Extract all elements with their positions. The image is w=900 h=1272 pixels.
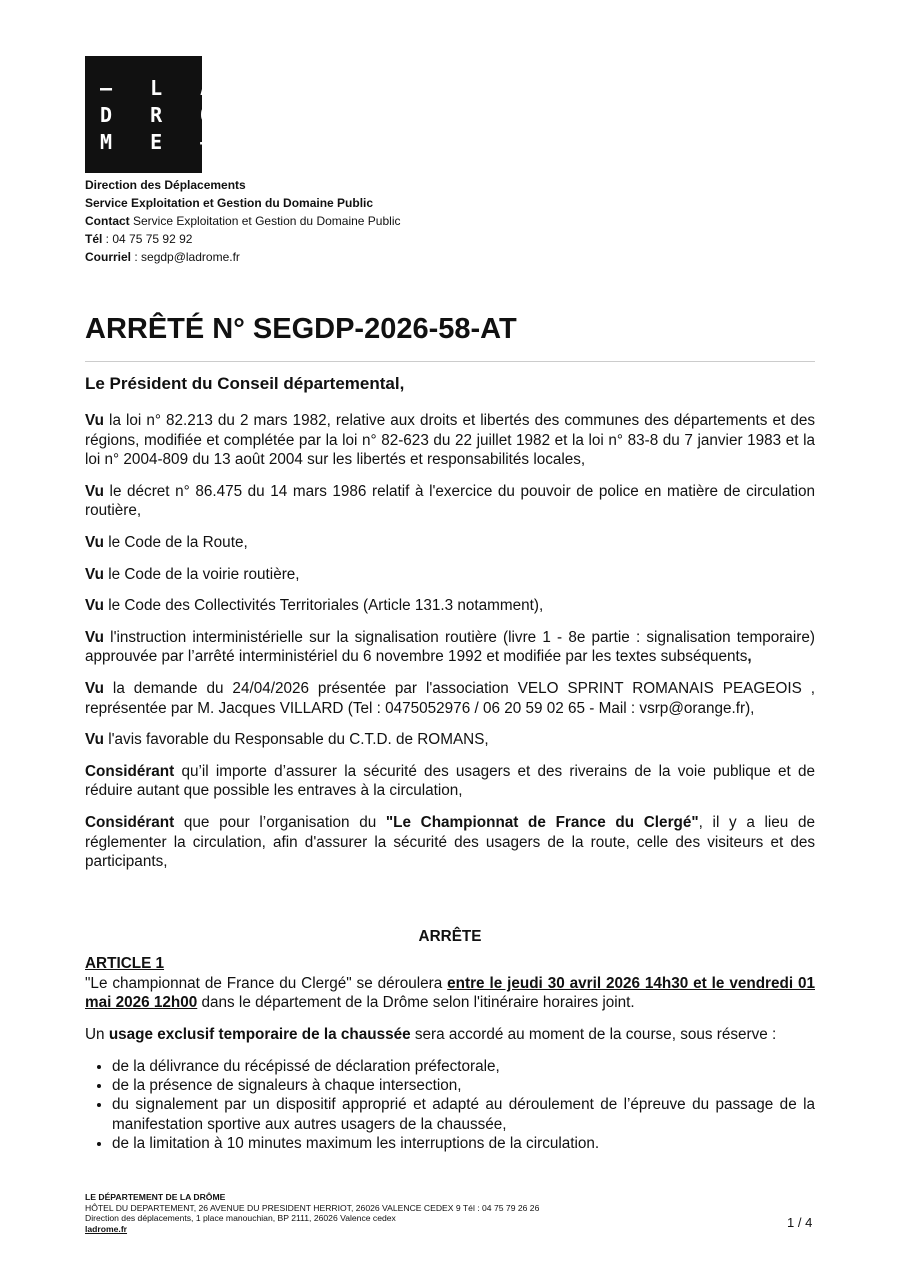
- considerant-label: Considérant: [85, 814, 175, 832]
- vu-text: le décret n° 86.475 du 14 mars 1986 relatif à l'exercice du pouvoir de police en matière de circulation routière,: [85, 482, 815, 519]
- considerant-label: Considérant: [85, 763, 175, 781]
- decree-title: ARRÊTÉ N° SEGDP-2026-58-AT: [85, 313, 517, 345]
- vu-paragraph-5: [85, 596, 815, 615]
- title-divider: [85, 361, 815, 362]
- footer-direction-address: Direction des déplacements, 1 place manouchian, BP 2111, 26026 Valence cedex: [85, 1213, 396, 1223]
- article-text: "Le championnat de France du Clergé" se déroulera: [85, 974, 448, 992]
- list-item: • de la délivrance du récépissé de déclaration préfectorale,: [112, 1057, 815, 1076]
- considerant-paragraph-1: [85, 762, 815, 801]
- article-text: dans le département de la Drôme selon l'itinéraire horaires joint.: [197, 994, 635, 1012]
- logo-line-3: M E –: [100, 130, 226, 154]
- vu-text: le Code de la Route,: [103, 533, 248, 551]
- direction-name: Direction des Déplacements: [85, 178, 246, 192]
- president-heading: Le Président du Conseil départemental,: [85, 374, 405, 393]
- vu-text: l'avis favorable du Responsable du C.T.D. de ROMANS,: [103, 731, 489, 749]
- logo-line-2: D R O: [100, 103, 226, 127]
- contact-label: Contact: [85, 214, 130, 228]
- vu-label: Vu: [85, 412, 104, 430]
- list-item: • de la présence de signaleurs à chaque intersection,: [112, 1076, 815, 1095]
- logo-line-1: – L A: [100, 76, 226, 100]
- decree-body: [85, 374, 815, 1153]
- page-footer: [85, 1192, 539, 1234]
- vu-label: Vu: [85, 533, 104, 551]
- article-text: Un: [85, 1025, 109, 1043]
- article-1-paragraph-2: [85, 1025, 815, 1044]
- contact-value: Service Exploitation et Gestion du Domaine Public: [129, 214, 401, 228]
- vu-label: Vu: [85, 482, 104, 500]
- tel-label: Tél: [85, 232, 103, 246]
- service-name: Service Exploitation et Gestion du Domaine Public: [85, 196, 374, 210]
- sender-block: [85, 176, 400, 266]
- vu-label: Vu: [85, 680, 104, 698]
- exclusive-use: usage exclusif temporaire de la chaussée: [108, 1025, 411, 1043]
- vu-text: le Code des Collectivités Territoriales (Article 131.3 notamment),: [103, 597, 544, 615]
- article-1-title: ARTICLE 1: [85, 955, 165, 973]
- event-dates: entre le jeudi 30 avril 2026 14h30 et le vendredi 01 mai 2026 12h00: [85, 974, 815, 1012]
- vu-paragraph-4: [85, 565, 815, 584]
- considerant-text: que pour l’organisation du: [174, 814, 386, 832]
- vu-paragraph-1: [85, 411, 815, 469]
- vu-paragraph-7: [85, 679, 815, 718]
- vu-text-end: ,: [747, 648, 752, 666]
- event-name: "Le Championnat de France du Clergé": [385, 814, 699, 832]
- vu-label: Vu: [85, 597, 104, 615]
- considerant-text: qu’il importe d’assurer la sécurité des usagers et des riverains de la voie publique et de réduire autant que possible les entraves à la circulation,: [85, 763, 815, 800]
- tel-value: : 04 75 75 92 92: [102, 232, 193, 246]
- considerant-paragraph-2: [85, 813, 815, 871]
- vu-text: la loi n° 82.213 du 2 mars 1982, relative aux droits et libertés des communes des départements et des régions, modifiée et complétée par la loi n° 82-623 du 22 juillet 1982 et la loi n° 83-8 du 7 janvier 1983 et la loi n° 2004-809 du 13 août 2004 sur les libertés et responsabilités locales,: [85, 412, 815, 468]
- footer-address: HÔTEL DU DEPARTEMENT, 26 AVENUE DU PRESIDENT HERRIOT, 26026 VALENCE CEDEX 9 Tél : 04 75 79 26 26: [85, 1202, 540, 1213]
- footer-website-link[interactable]: ladrome.fr: [85, 1223, 128, 1234]
- list-item: • de la limitation à 10 minutes maximum les interruptions de la circulation.: [112, 1134, 815, 1153]
- vu-paragraph-6: [85, 628, 815, 667]
- email-label: Courriel: [85, 250, 132, 264]
- vu-label: Vu: [85, 731, 104, 749]
- vu-paragraph-8: [85, 730, 815, 749]
- vu-text: la demande du 24/04/2026 présentée par l'association VELO SPRINT ROMANAIS PEAGEOIS , représentée par M. Jacques VILLARD (Tel : 0475052976 / 06 20 59 02 65 - Mail : vsrp@orange.fr),: [85, 680, 815, 717]
- vu-text: le Code de la voirie routière,: [103, 565, 300, 583]
- vu-text: l'instruction interministérielle sur la signalisation routière (livre 1 - 8e partie : signalisation temporaire) approuvée par l’arrêté interministériel du 6 novembre 1992 et modifiée par les textes subséquents: [85, 629, 815, 666]
- arrete-heading: ARRÊTE: [418, 928, 482, 946]
- article-1-paragraph-1: [85, 974, 815, 1013]
- list-item: • du signalement par un dispositif approprié et adapté au déroulement de l’épreuve du passage de la manifestation sportive aux autres usagers de la chaussée,: [112, 1095, 815, 1134]
- vu-paragraph-3: [85, 533, 815, 552]
- page-number: 1 / 4: [787, 1215, 813, 1230]
- vu-label: Vu: [85, 565, 104, 583]
- vu-label: Vu: [85, 629, 104, 647]
- footer-org: LE DÉPARTEMENT DE LA DRÔME: [85, 1192, 226, 1202]
- conditions-list: [85, 1057, 815, 1153]
- email-value: : segdp@ladrome.fr: [131, 250, 240, 264]
- considerant-text: , il y a lieu de réglementer la circulation, afin d'assurer la sécurité des usagers de la route, celle des visiteurs et des participants,: [85, 814, 815, 870]
- vu-paragraph-2: [85, 482, 815, 521]
- article-text: sera accordé au moment de la course, sous réserve :: [410, 1025, 777, 1043]
- la-drome-logo: [85, 56, 226, 173]
